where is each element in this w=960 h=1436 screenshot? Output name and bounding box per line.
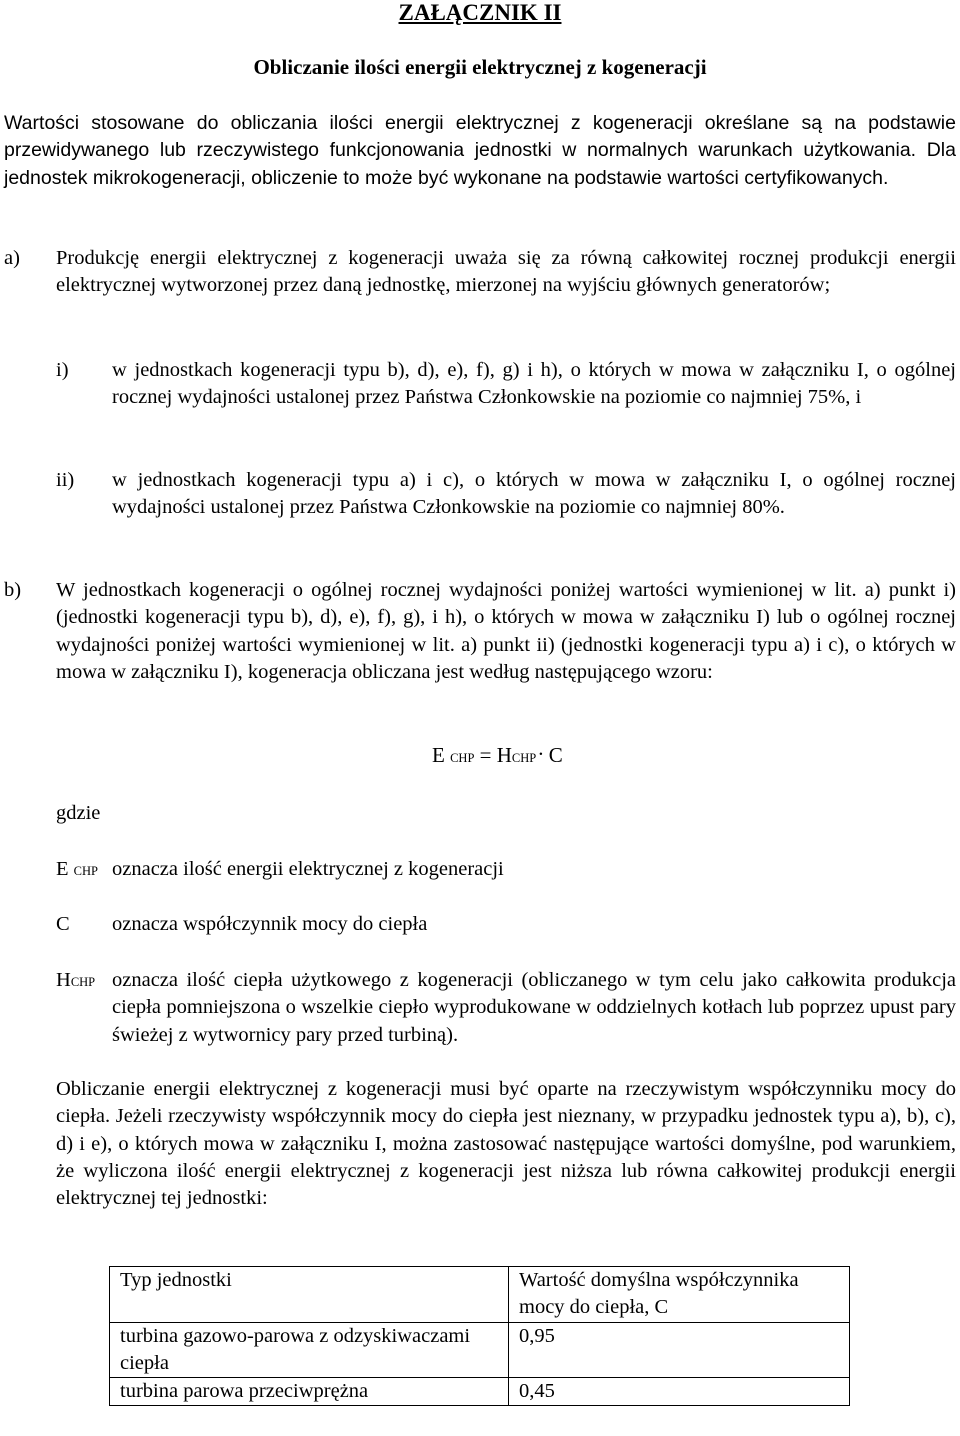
where-label: gdzie [56, 802, 101, 824]
point-a-label: a) [4, 247, 20, 269]
point-b-label: b) [4, 579, 22, 601]
item-i-text: w jednostkach kogeneracji typu b), d), e), f), g) i h), o których w mowa w załączniku I, o ogólnej rocznej wydajności ustalonej przez Państwa Członkowskie na poziomie co najmniej 75%, i [112, 359, 956, 409]
table-row [110, 1322, 850, 1378]
item-ii-label: ii) [56, 469, 75, 491]
definition-e-text: oznacza ilość energii elektrycznej z kogeneracji [112, 858, 504, 880]
table-header-value: Wartość domyślna współczynnika mocy do ciepła, C [509, 1267, 850, 1323]
default-values-table [109, 1266, 850, 1406]
formula [432, 736, 563, 768]
table-cell-type: turbina parowa przeciwprężna [110, 1378, 509, 1406]
definition-h-text: oznacza ilość ciepła użytkowego z kogeneracji (obliczanego w tym celu jako całkowita produkcja ciepła pomniejszona o wszelkie ciepło wyprodukowane w oddzielnych kotłach lub poprzez upust pary świeżej z wytwornicy pary przed turbiną). [112, 969, 956, 1046]
item-ii-text: w jednostkach kogeneracji typu a) i c), o których w mowa w załączniku I, o ogólnej rocznej wydajności ustalonej przez Państwa Członkowskie na poziomie co najmniej 80%. [112, 469, 956, 519]
intro-paragraph: Wartości stosowane do obliczania ilości energii elektrycznej z kogeneracji określane są na podstawie przewidywanego lub rzeczywistego funkcjonowania jednostki w normalnych warunkach użytkowania. Dla jednostek mikrokogeneracji, obliczenie to może być wykonane na podstawie wartości certyfikowanych. [4, 112, 956, 189]
definition-c-text: oznacza współczynnik mocy do ciepła [112, 913, 428, 935]
definition-h-letter: H [56, 969, 71, 991]
table-header-row [110, 1267, 850, 1323]
formula-equals-h: = H [479, 743, 512, 767]
definition-h-subscript: CHP [70, 975, 96, 989]
formula-e-subscript: CHP [450, 751, 475, 765]
item-i-label: i) [56, 359, 69, 381]
formula-h-subscript: CHP [511, 751, 537, 765]
table-cell-value: 0,45 [509, 1378, 850, 1406]
annex-title: ZAŁĄCZNIK II [398, 0, 562, 25]
definition-c-symbol: C [56, 913, 70, 935]
table-cell-value: 0,95 [509, 1322, 850, 1378]
closing-paragraph: Obliczanie energii elektrycznej z kogeneracji musi być oparte na rzeczywistym współczynniku mocy do ciepła. Jeżeli rzeczywisty współczynnik mocy do ciepła jest nieznany, w przypadku jednostek typu a), b), c), d) i e), o których mowa w załączniku I, można zastosować następujące wartości domyślne, pod warunkiem, że wyliczona ilość energii elektrycznej z kogeneracji jest niższa lub równa całkowitej produkcji energii elektrycznej tej jednostki: [56, 1078, 956, 1210]
formula-c: C [548, 743, 563, 767]
table-row [110, 1378, 850, 1406]
definition-e-letter: E [56, 858, 69, 880]
table-header-type: Typ jednostki [110, 1267, 509, 1323]
table-cell-type: turbina gazowo-parowa z odzyskiwaczami ciepła [110, 1322, 509, 1378]
formula-e: E [432, 743, 445, 767]
point-b-text: W jednostkach kogeneracji o ogólnej rocznej wydajności poniżej wartości wymienionej w lit. a) punkt i) (jednostki kogeneracji typu b), d), e), f), g), i h), o których w mowa w załączniku I) lub o ogólnej rocznej wydajności poniżej wartości wymienionej w lit. a) punkt ii) (jednostki kogeneracji typu a) i c), o których w mowa w załączniku I), kogeneracja obliczana jest według następującego wzoru: [56, 579, 956, 683]
annex-subtitle: Obliczanie ilości energii elektrycznej z kogeneracji [253, 55, 707, 79]
definition-e-subscript: CHP [73, 864, 98, 878]
formula-dot: . [538, 736, 544, 760]
definition-h-symbol [56, 967, 95, 996]
point-a-text: Produkcję energii elektrycznej z kogeneracji uważa się za równą całkowitej rocznej produkcji energii elektrycznej wytworzonej przez daną jednostkę, mierzonej na wyjściu głównych generatorów; [56, 247, 956, 297]
definition-e-symbol [56, 856, 98, 885]
